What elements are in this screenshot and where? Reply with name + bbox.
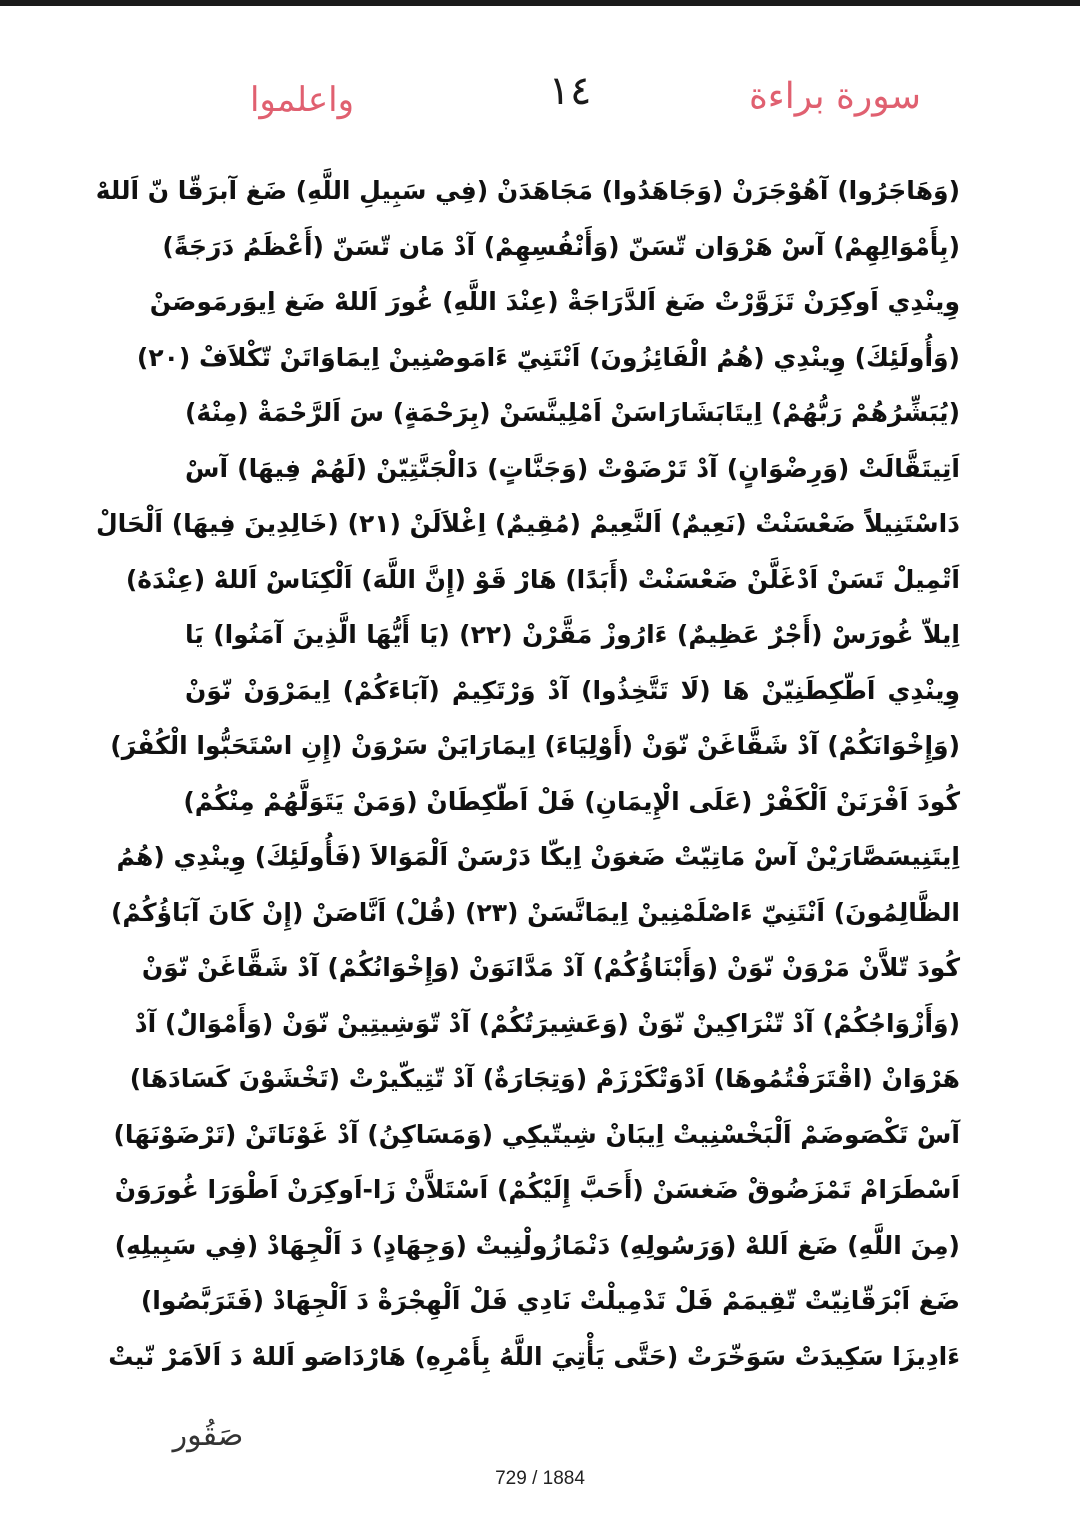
page-counter: 729 / 1884 (495, 1468, 585, 1489)
header-margin-note: واعلموا (249, 80, 355, 120)
page-number: ١٤ (548, 68, 592, 114)
text-line: الظَّالِمُونَ) اَنْتَنِيّ ءَاصْلَمْنِينْ اِيمَانَّسَنْ (٢٣) (قُلْ) اَنَّاصَنْ (إِنْ كَانَ آبَاؤُكُمْ) (110, 897, 960, 927)
surah-title: سورة براءة (748, 76, 922, 117)
text-body (95, 163, 960, 1384)
text-line: اَتِيتَقَّالَتْ (وَرِضْوَانٍ) آدْ تَرْضَوْتْ (وَجَنَّاتٍ) دَالْجَنَّتِيّنْ (لَهُمْ فِيهَا) آسْ (185, 453, 960, 483)
text-line: (مِنَ اللَّهِ) ضَغ اَللهْ (وَرَسُولِهِ) دَنْمَازُولْنِيتْ (وَجِهَادٍ) دَ اَلْجِهَادْ (فِي سَبِيلِهِ) (114, 1230, 960, 1260)
text-line: اِيتَنِيسَصَّارَيْنْ آسْ مَاتِيّتْ ضَغوَنْ اِيكّا دَرْسَنْ اَلْمَوَالاَ (فَأُولَئِكَ) وِينْدِي (هُمُ (116, 842, 960, 871)
text-line: وِينْدِي اَطّكِطَنِيّنْ هَا (لَا تَتَّخِذُوا) آدْ وَرْتَكِيمْ (آبَاءَكُمْ) اِيمَرْوَنْ نّوَنْ (185, 675, 960, 705)
text-line: دَاسْتَنِيلاً ضَعْسَنْتْ (نَعِيمٌ) اَلنَّعِيمْ (مُقِيمٌ) اِغْلاَلَنْ (٢١) (خَالِدِينَ فِيهَا) اَلْحَالْ (95, 509, 960, 538)
text-line: ضَغ اَبْرَقّانِيّتْ تّقِيمَمْ فَلْ تَدْمِيلْتْ نَادِي فَلْ اَلْهِجْرَةْ دَ اَلْجِهَادْ (فَتَرَبَّصُوا) (140, 1286, 960, 1315)
text-line: هَرْوَانْ (اقْتَرَفْتُمُوهَا) اَدْوَتْكَرْزَمْ (وَتِجَارَةٌ) آدْ تّتِيكّيرْتْ (تَخْشَوْنَ كَسَادَهَا) (129, 1064, 960, 1093)
catchword-note: صَقُور (172, 1418, 244, 1453)
text-line: كُودَ تّلاَّنْ مَرْوَنْ نّوَنْ (وَأَبْنَاؤُكُمْ) آدْ مَدَّانَوَنْ (وَإِخْوَانُكُمْ) آدْ شَقَّاغَنْ نّوَنْ (141, 953, 960, 982)
text-line: كُودَ اَفْرَنَنْ اَلْكَفْرْ (عَلَى الْإِيمَانِ) فَلْ اَطّكِطَانْ (وَمَنْ يَتَوَلَّهُمْ مِنْكُمْ) (183, 786, 960, 816)
text-line: وِينْدِي اَوكِرَنْ تَزَوَّرْتْ ضَغ اَلدَّرَاجَةْ (عِنْدَ اللَّهِ) غُورَ اَللهْ ضَغ اِيوَرمَوصَنْ (149, 287, 960, 316)
text-line: (وَإِخْوَانَكُمْ) آدْ شَقَّاغَنْ نّوَنْ (أَوْلِيَاءَ) اِيمَارَايَنْ سَرْوَنْ (إِنِ اسْتَحَبُّوا الْكُفْرَ) (110, 731, 960, 760)
text-line: (وَهَاجَرُوا) آهُوْجَرَنْ (وَجَاهَدُوا) مَجَاهَدَنْ (فِي سَبِيلِ اللَّهِ) ضَغ آبرَقّا نّ اَللهْ (95, 176, 960, 205)
text-line: (وَأُولَئِكَ) وِينْدِي (هُمُ الْفَائِزُونَ) اَنْتَنِيّ ءَامَوصْنِينْ اِيمَاوَاتَنْ تّكْلاَفْ (٢٠) (136, 342, 960, 372)
text-line: (يُبَشِّرُهُمْ رَبُّهُمْ) اِيتَابَشَارَاسَنْ اَمْلِينَّسَنْ (بِرَحْمَةٍ) سَ اَلرَّحْمَةْ (مِنْهُ) (185, 398, 960, 427)
text-line: اَتْمِيلْ تَسَنْ اَدْغَلَّنْ ضَعْسَنْتْ (أَبَدًا) هَارْ قَوْ (إِنَّ اللَّهَ) اَلْكِنَاسْ اَللهْ (عِنْدَهُ) (125, 564, 960, 594)
text-line: اَسْطَرَامْ تَمْزَضُوقْ ضَغسَنْ (أَحَبَّ إِلَيْكُمْ) اَسْتَلاَّنْ زَا-اَوكِرَنْ اَطْوَرَا غُورَوَنْ (114, 1175, 960, 1204)
text-line: (بِأَمْوَالِهِمْ) آسْ هَرْوَان تّسَنّ (وَأَنْفُسِهِمْ) آدْ مَان تّسَنّ (أَعْظَمُ دَرَجَةً) (162, 231, 960, 261)
text-line: اِيلاّ غُورَسْ (أَجْرٌ عَظِيمٌ) ءَارُوزْ مَقَّرْنْ (٢٢) (يَا أَيُّهَا الَّذِينَ آمَنُوا) يَا (185, 620, 960, 649)
text-line: ءَادِيزَا سَكِيدَتْ سَوَخّرَتْ (حَتَّى يَأْتِيَ اللَّهُ بِأَمْرِهِ) هَارْدَاصَو اَللهْ دَ اَلاَمَرْ نّيتْ (108, 1341, 960, 1371)
scan-top-edge (0, 0, 1080, 6)
text-line: آسْ تَكْصَوضَمْ اَلْبَخْسْنِيتْ اِيبَانْ شِيتّيكِي (وَمَسَاكِنُ) آدْ غَوْنَاتَنْ (تَرْضَوْنَهَا) (113, 1119, 960, 1149)
text-line: (وَأَزْوَاجُكُمْ) آدْ تّنْرَاكِينْ نّوَنْ (وَعَشِيرَتُكُمْ) آدْ تّوَشِيتِينْ نّوَنْ (وَأَمْوَالٌ) آدْ (134, 1008, 960, 1038)
